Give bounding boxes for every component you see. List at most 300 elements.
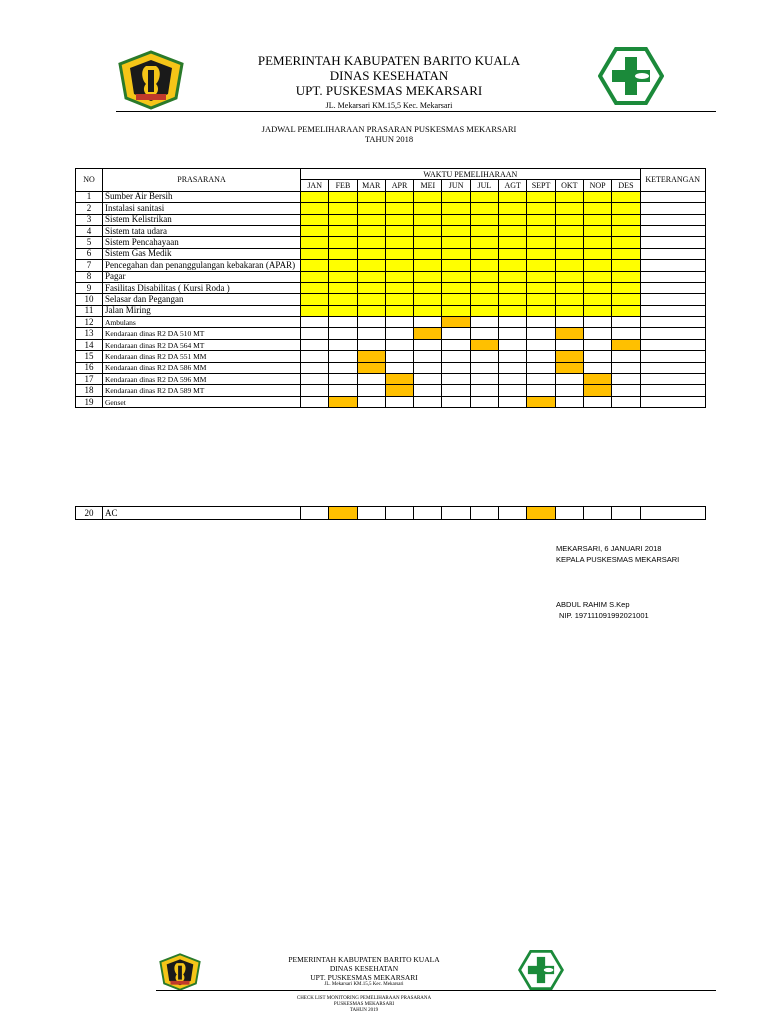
table-row: [76, 305, 706, 316]
row-prasarana-name: Ambulans: [103, 317, 301, 328]
row-number: 3: [76, 214, 103, 225]
schedule-cell-jan: [301, 282, 329, 293]
month-header-feb: FEB: [329, 180, 357, 191]
schedule-cell-jul: [470, 351, 498, 362]
row-prasarana-name: Pencegahan dan penanggulangan kebakaran (APAR): [103, 260, 301, 271]
schedule-cell-okt: [555, 362, 583, 373]
schedule-cell-okt: [555, 191, 583, 202]
row-keterangan: [640, 317, 705, 328]
schedule-cell-jul: [470, 294, 498, 305]
schedule-cell-jan: [301, 351, 329, 362]
row-prasarana-name: Jalan Miring: [103, 305, 301, 316]
doc-title: JADWAL PEMELIHARAAN PRASARAN PUSKESMAS MEKARSARI: [261, 124, 517, 134]
row-number: 5: [76, 237, 103, 248]
month-header-mar: MAR: [357, 180, 385, 191]
table-row: [76, 203, 706, 214]
schedule-cell-feb: [329, 317, 357, 328]
month-header-sept: SEPT: [527, 180, 555, 191]
schedule-cell-okt: [555, 248, 583, 259]
schedule-cell-jun: [442, 225, 470, 236]
row-keterangan: [640, 339, 705, 350]
schedule-cell-des: [612, 385, 640, 396]
schedule-cell-apr: [385, 385, 413, 396]
schedule-cell-des: [612, 237, 640, 248]
schedule-cell-agt: [499, 328, 527, 339]
table-row: [76, 271, 706, 282]
schedule-cell-nop: [583, 225, 611, 236]
row-number: 9: [76, 282, 103, 293]
schedule-cell-des: [612, 374, 640, 385]
row-prasarana-name: Kendaraan dinas R2 DA 596 MM: [103, 374, 301, 385]
schedule-cell-des: [612, 271, 640, 282]
row-number: 12: [76, 317, 103, 328]
schedule-cell-jun: [442, 385, 470, 396]
schedule-cell-jul: [470, 191, 498, 202]
row-keterangan: [640, 374, 705, 385]
schedule-cell-apr: [385, 260, 413, 271]
schedule-cell-jan: [301, 237, 329, 248]
schedule-cell-jun: [442, 507, 470, 520]
schedule-cell-mei: [414, 294, 442, 305]
row-prasarana-name: Kendaraan dinas R2 DA 564 MT: [103, 339, 301, 350]
schedule-cell-des: [612, 203, 640, 214]
schedule-cell-nop: [583, 362, 611, 373]
schedule-cell-sept: [527, 271, 555, 282]
schedule-cell-jan: [301, 396, 329, 407]
schedule-cell-mei: [414, 248, 442, 259]
table-row: [76, 260, 706, 271]
schedule-cell-feb: [329, 339, 357, 350]
schedule-cell-okt: [555, 317, 583, 328]
schedule-cell-agt: [499, 237, 527, 248]
footer-block: [0, 955, 728, 988]
schedule-cell-jun: [442, 260, 470, 271]
table-row: [76, 339, 706, 350]
schedule-cell-apr: [385, 203, 413, 214]
month-header-des: DES: [612, 180, 640, 191]
schedule-cell-nop: [583, 305, 611, 316]
schedule-cell-jul: [470, 328, 498, 339]
month-header-jun: JUN: [442, 180, 470, 191]
schedule-cell-jan: [301, 225, 329, 236]
header-line3: UPT. PUSKESMAS MEKARSARI: [295, 83, 483, 98]
row-keterangan: [640, 203, 705, 214]
schedule-cell-okt: [555, 214, 583, 225]
schedule-cell-jun: [442, 305, 470, 316]
schedule-cell-agt: [499, 317, 527, 328]
schedule-cell-okt: [555, 237, 583, 248]
schedule-cell-feb: [329, 328, 357, 339]
schedule-cell-agt: [499, 214, 527, 225]
schedule-cell-feb: [329, 248, 357, 259]
schedule-cell-jan: [301, 328, 329, 339]
schedule-cell-okt: [555, 507, 583, 520]
schedule-cell-sept: [527, 282, 555, 293]
schedule-cell-agt: [499, 191, 527, 202]
schedule-cell-sept: [527, 362, 555, 373]
schedule-cell-nop: [583, 339, 611, 350]
schedule-cell-jan: [301, 305, 329, 316]
schedule-cell-mei: [414, 385, 442, 396]
schedule-cell-feb: [329, 507, 357, 520]
month-header-jul: JUL: [470, 180, 498, 191]
schedule-cell-sept: [527, 191, 555, 202]
schedule-cell-nop: [583, 385, 611, 396]
month-header-jan: JAN: [301, 180, 329, 191]
header-keterangan: KETERANGAN: [640, 169, 705, 192]
schedule-cell-jun: [442, 203, 470, 214]
schedule-cell-nop: [583, 203, 611, 214]
schedule-cell-jan: [301, 362, 329, 373]
row-prasarana-name: Pagar: [103, 271, 301, 282]
schedule-cell-feb: [329, 271, 357, 282]
table-row: [76, 317, 706, 328]
schedule-cell-jul: [470, 282, 498, 293]
schedule-cell-feb: [329, 305, 357, 316]
schedule-cell-apr: [385, 362, 413, 373]
schedule-cell-jul: [470, 260, 498, 271]
row-prasarana-name: Kendaraan dinas R2 DA 586 MM: [103, 362, 301, 373]
schedule-cell-agt: [499, 225, 527, 236]
schedule-cell-des: [612, 225, 640, 236]
schedule-cell-sept: [527, 294, 555, 305]
schedule-cell-jan: [301, 385, 329, 396]
schedule-cell-jan: [301, 374, 329, 385]
schedule-cell-mei: [414, 328, 442, 339]
schedule-cell-agt: [499, 396, 527, 407]
schedule-cell-okt: [555, 203, 583, 214]
schedule-cell-mei: [414, 260, 442, 271]
schedule-cell-jul: [470, 385, 498, 396]
schedule-cell-sept: [527, 237, 555, 248]
schedule-cell-mar: [357, 374, 385, 385]
footer-year: TAHUN 2019: [349, 1008, 379, 1013]
table-row: [76, 328, 706, 339]
signature-name: ABDUL RAHIM S.Kep: [556, 600, 630, 609]
header-line1: PEMERINTAH KABUPATEN BARITO KUALA: [257, 53, 521, 68]
schedule-cell-des: [612, 260, 640, 271]
schedule-cell-okt: [555, 282, 583, 293]
schedule-cell-jul: [470, 317, 498, 328]
schedule-cell-sept: [527, 339, 555, 350]
schedule-cell-jan: [301, 507, 329, 520]
schedule-cell-des: [612, 248, 640, 259]
schedule-cell-mei: [414, 214, 442, 225]
row-keterangan: [640, 214, 705, 225]
schedule-cell-okt: [555, 328, 583, 339]
row-keterangan: [640, 237, 705, 248]
row-keterangan: [640, 385, 705, 396]
schedule-cell-jan: [301, 248, 329, 259]
row-keterangan: [640, 351, 705, 362]
schedule-cell-apr: [385, 351, 413, 362]
schedule-cell-jun: [442, 328, 470, 339]
schedule-cell-nop: [583, 260, 611, 271]
row-number: 18: [76, 385, 103, 396]
schedule-cell-apr: [385, 328, 413, 339]
row-prasarana-name: Sistem Pencahayaan: [103, 237, 301, 248]
table-row: [76, 396, 706, 407]
table-row: [76, 214, 706, 225]
footer-line2: DINAS KESEHATAN: [329, 964, 399, 973]
row-keterangan: [640, 305, 705, 316]
schedule-cell-sept: [527, 260, 555, 271]
schedule-cell-sept: [527, 225, 555, 236]
schedule-cell-mei: [414, 271, 442, 282]
schedule-cell-mar: [357, 191, 385, 202]
schedule-cell-mar: [357, 396, 385, 407]
row-number: 4: [76, 225, 103, 236]
row-keterangan: [640, 507, 705, 520]
header-waktu: WAKTU PEMELIHARAAN: [301, 169, 641, 180]
schedule-cell-apr: [385, 374, 413, 385]
schedule-cell-apr: [385, 214, 413, 225]
row-number: 20: [76, 507, 103, 520]
row-number: 17: [76, 374, 103, 385]
schedule-cell-jul: [470, 225, 498, 236]
schedule-cell-okt: [555, 374, 583, 385]
schedule-cell-agt: [499, 248, 527, 259]
schedule-cell-jan: [301, 260, 329, 271]
schedule-cell-agt: [499, 203, 527, 214]
schedule-cell-mar: [357, 507, 385, 520]
schedule-cell-feb: [329, 294, 357, 305]
schedule-cell-okt: [555, 305, 583, 316]
ac-row-body: [76, 507, 706, 520]
footer-title-block: [0, 996, 728, 1014]
schedule-cell-sept: [527, 305, 555, 316]
row-number: 6: [76, 248, 103, 259]
schedule-cell-jan: [301, 214, 329, 225]
schedule-cell-apr: [385, 271, 413, 282]
schedule-cell-okt: [555, 339, 583, 350]
schedule-cell-nop: [583, 317, 611, 328]
schedule-cell-jun: [442, 396, 470, 407]
schedule-cell-agt: [499, 385, 527, 396]
schedule-cell-mar: [357, 248, 385, 259]
schedule-cell-nop: [583, 271, 611, 282]
schedule-cell-des: [612, 351, 640, 362]
schedule-cell-mar: [357, 362, 385, 373]
footer-title1: CHECK LIST MONITORING PEMELIHARAAN PRASARANA: [296, 996, 432, 1001]
schedule-cell-apr: [385, 237, 413, 248]
month-header-apr: APR: [385, 180, 413, 191]
schedule-cell-des: [612, 507, 640, 520]
schedule-cell-agt: [499, 507, 527, 520]
table-row: [76, 294, 706, 305]
schedule-cell-okt: [555, 385, 583, 396]
schedule-cell-mar: [357, 271, 385, 282]
schedule-cell-apr: [385, 339, 413, 350]
header-divider: [116, 111, 716, 112]
month-header-mei: MEI: [414, 180, 442, 191]
schedule-cell-jan: [301, 203, 329, 214]
schedule-cell-jul: [470, 362, 498, 373]
schedule-cell-agt: [499, 271, 527, 282]
schedule-cell-mar: [357, 282, 385, 293]
schedule-cell-nop: [583, 237, 611, 248]
schedule-cell-nop: [583, 282, 611, 293]
schedule-cell-des: [612, 339, 640, 350]
schedule-cell-feb: [329, 374, 357, 385]
schedule-cell-mei: [414, 374, 442, 385]
schedule-cell-jul: [470, 507, 498, 520]
row-prasarana-name: Selasar dan Pegangan: [103, 294, 301, 305]
row-number: 8: [76, 271, 103, 282]
row-number: 13: [76, 328, 103, 339]
schedule-cell-mei: [414, 507, 442, 520]
schedule-cell-mar: [357, 260, 385, 271]
schedule-cell-des: [612, 328, 640, 339]
schedule-cell-mar: [357, 203, 385, 214]
schedule-cell-nop: [583, 396, 611, 407]
schedule-cell-jul: [470, 305, 498, 316]
row-keterangan: [640, 282, 705, 293]
schedule-cell-mei: [414, 282, 442, 293]
schedule-cell-agt: [499, 294, 527, 305]
schedule-cell-jul: [470, 396, 498, 407]
row-keterangan: [640, 294, 705, 305]
schedule-cell-mei: [414, 305, 442, 316]
schedule-cell-apr: [385, 317, 413, 328]
table-row: [76, 191, 706, 202]
schedule-cell-jun: [442, 339, 470, 350]
schedule-cell-mar: [357, 339, 385, 350]
table-row: [76, 237, 706, 248]
table-header: [76, 169, 706, 192]
schedule-cell-sept: [527, 203, 555, 214]
schedule-cell-jul: [470, 374, 498, 385]
schedule-cell-nop: [583, 294, 611, 305]
row-keterangan: [640, 396, 705, 407]
table-body: [76, 191, 706, 407]
schedule-cell-apr: [385, 248, 413, 259]
schedule-cell-apr: [385, 191, 413, 202]
schedule-cell-sept: [527, 248, 555, 259]
schedule-cell-des: [612, 294, 640, 305]
row-prasarana-name: Genset: [103, 396, 301, 407]
signature-place-date: MEKARSARI, 6 JANUARI 2018: [556, 544, 662, 553]
schedule-cell-apr: [385, 282, 413, 293]
schedule-cell-jun: [442, 317, 470, 328]
month-header-nop: NOP: [583, 180, 611, 191]
row-prasarana-name: Kendaraan dinas R2 DA 551 MM: [103, 351, 301, 362]
schedule-cell-nop: [583, 191, 611, 202]
schedule-cell-nop: [583, 248, 611, 259]
header-no: NO: [76, 169, 103, 192]
schedule-cell-nop: [583, 328, 611, 339]
table-row: [76, 225, 706, 236]
header-block: [0, 53, 768, 113]
schedule-cell-jun: [442, 351, 470, 362]
schedule-cell-mei: [414, 203, 442, 214]
row-keterangan: [640, 248, 705, 259]
row-keterangan: [640, 260, 705, 271]
row-prasarana-name: Instalasi sanitasi: [103, 203, 301, 214]
schedule-cell-feb: [329, 362, 357, 373]
schedule-cell-sept: [527, 507, 555, 520]
row-number: 10: [76, 294, 103, 305]
table-row: [76, 351, 706, 362]
row-number: 14: [76, 339, 103, 350]
schedule-cell-mar: [357, 317, 385, 328]
schedule-cell-apr: [385, 507, 413, 520]
schedule-cell-apr: [385, 396, 413, 407]
footer-line3: UPT. PUSKESMAS MEKARSARI: [310, 973, 418, 982]
table-row: [76, 282, 706, 293]
table-row: [76, 362, 706, 373]
schedule-cell-okt: [555, 396, 583, 407]
schedule-cell-okt: [555, 260, 583, 271]
schedule-cell-sept: [527, 214, 555, 225]
schedule-cell-sept: [527, 317, 555, 328]
table-row: [76, 385, 706, 396]
schedule-cell-mei: [414, 396, 442, 407]
schedule-cell-jun: [442, 362, 470, 373]
schedule-cell-agt: [499, 351, 527, 362]
schedule-cell-agt: [499, 339, 527, 350]
schedule-cell-jul: [470, 203, 498, 214]
schedule-cell-mei: [414, 339, 442, 350]
row-number: 7: [76, 260, 103, 271]
schedule-cell-nop: [583, 214, 611, 225]
header-address: JL. Mekarsari KM.15,5 Kec. Mekarsari: [325, 101, 453, 110]
row-keterangan: [640, 328, 705, 339]
schedule-cell-jun: [442, 191, 470, 202]
row-number: 1: [76, 191, 103, 202]
schedule-cell-mar: [357, 328, 385, 339]
table-row: [76, 374, 706, 385]
schedule-cell-mar: [357, 294, 385, 305]
row-prasarana-name: Fasilitas Disabilitas ( Kursi Roda ): [103, 282, 301, 293]
schedule-cell-mar: [357, 237, 385, 248]
footer-line1: PEMERINTAH KABUPATEN BARITO KUALA: [288, 955, 440, 964]
schedule-cell-sept: [527, 328, 555, 339]
schedule-cell-agt: [499, 305, 527, 316]
schedule-cell-mei: [414, 317, 442, 328]
footer-address: JL. Mekarsari KM.15,5 Kec. Mekarsari: [324, 982, 404, 987]
schedule-cell-des: [612, 362, 640, 373]
schedule-cell-jun: [442, 294, 470, 305]
schedule-cell-jul: [470, 271, 498, 282]
schedule-cell-okt: [555, 271, 583, 282]
row-prasarana-name: Sistem Kelistrikan: [103, 214, 301, 225]
schedule-cell-sept: [527, 396, 555, 407]
row-prasarana-name: Sistem tata udara: [103, 225, 301, 236]
schedule-cell-jun: [442, 374, 470, 385]
schedule-cell-jun: [442, 237, 470, 248]
schedule-cell-feb: [329, 237, 357, 248]
schedule-cell-jul: [470, 237, 498, 248]
schedule-cell-apr: [385, 225, 413, 236]
schedule-cell-jun: [442, 282, 470, 293]
schedule-cell-feb: [329, 282, 357, 293]
schedule-cell-okt: [555, 294, 583, 305]
schedule-cell-jun: [442, 271, 470, 282]
row-prasarana-name: AC: [103, 507, 301, 520]
schedule-cell-feb: [329, 203, 357, 214]
schedule-cell-des: [612, 305, 640, 316]
schedule-cell-jan: [301, 294, 329, 305]
row-prasarana-name: Sumber Air Bersih: [103, 191, 301, 202]
schedule-cell-agt: [499, 282, 527, 293]
signature-nip: NIP. 197111091992021001: [559, 611, 649, 620]
schedule-cell-mei: [414, 225, 442, 236]
schedule-cell-feb: [329, 214, 357, 225]
schedule-cell-nop: [583, 507, 611, 520]
schedule-cell-mar: [357, 305, 385, 316]
signature-position: KEPALA PUSKESMAS MEKARSARI: [556, 555, 680, 564]
